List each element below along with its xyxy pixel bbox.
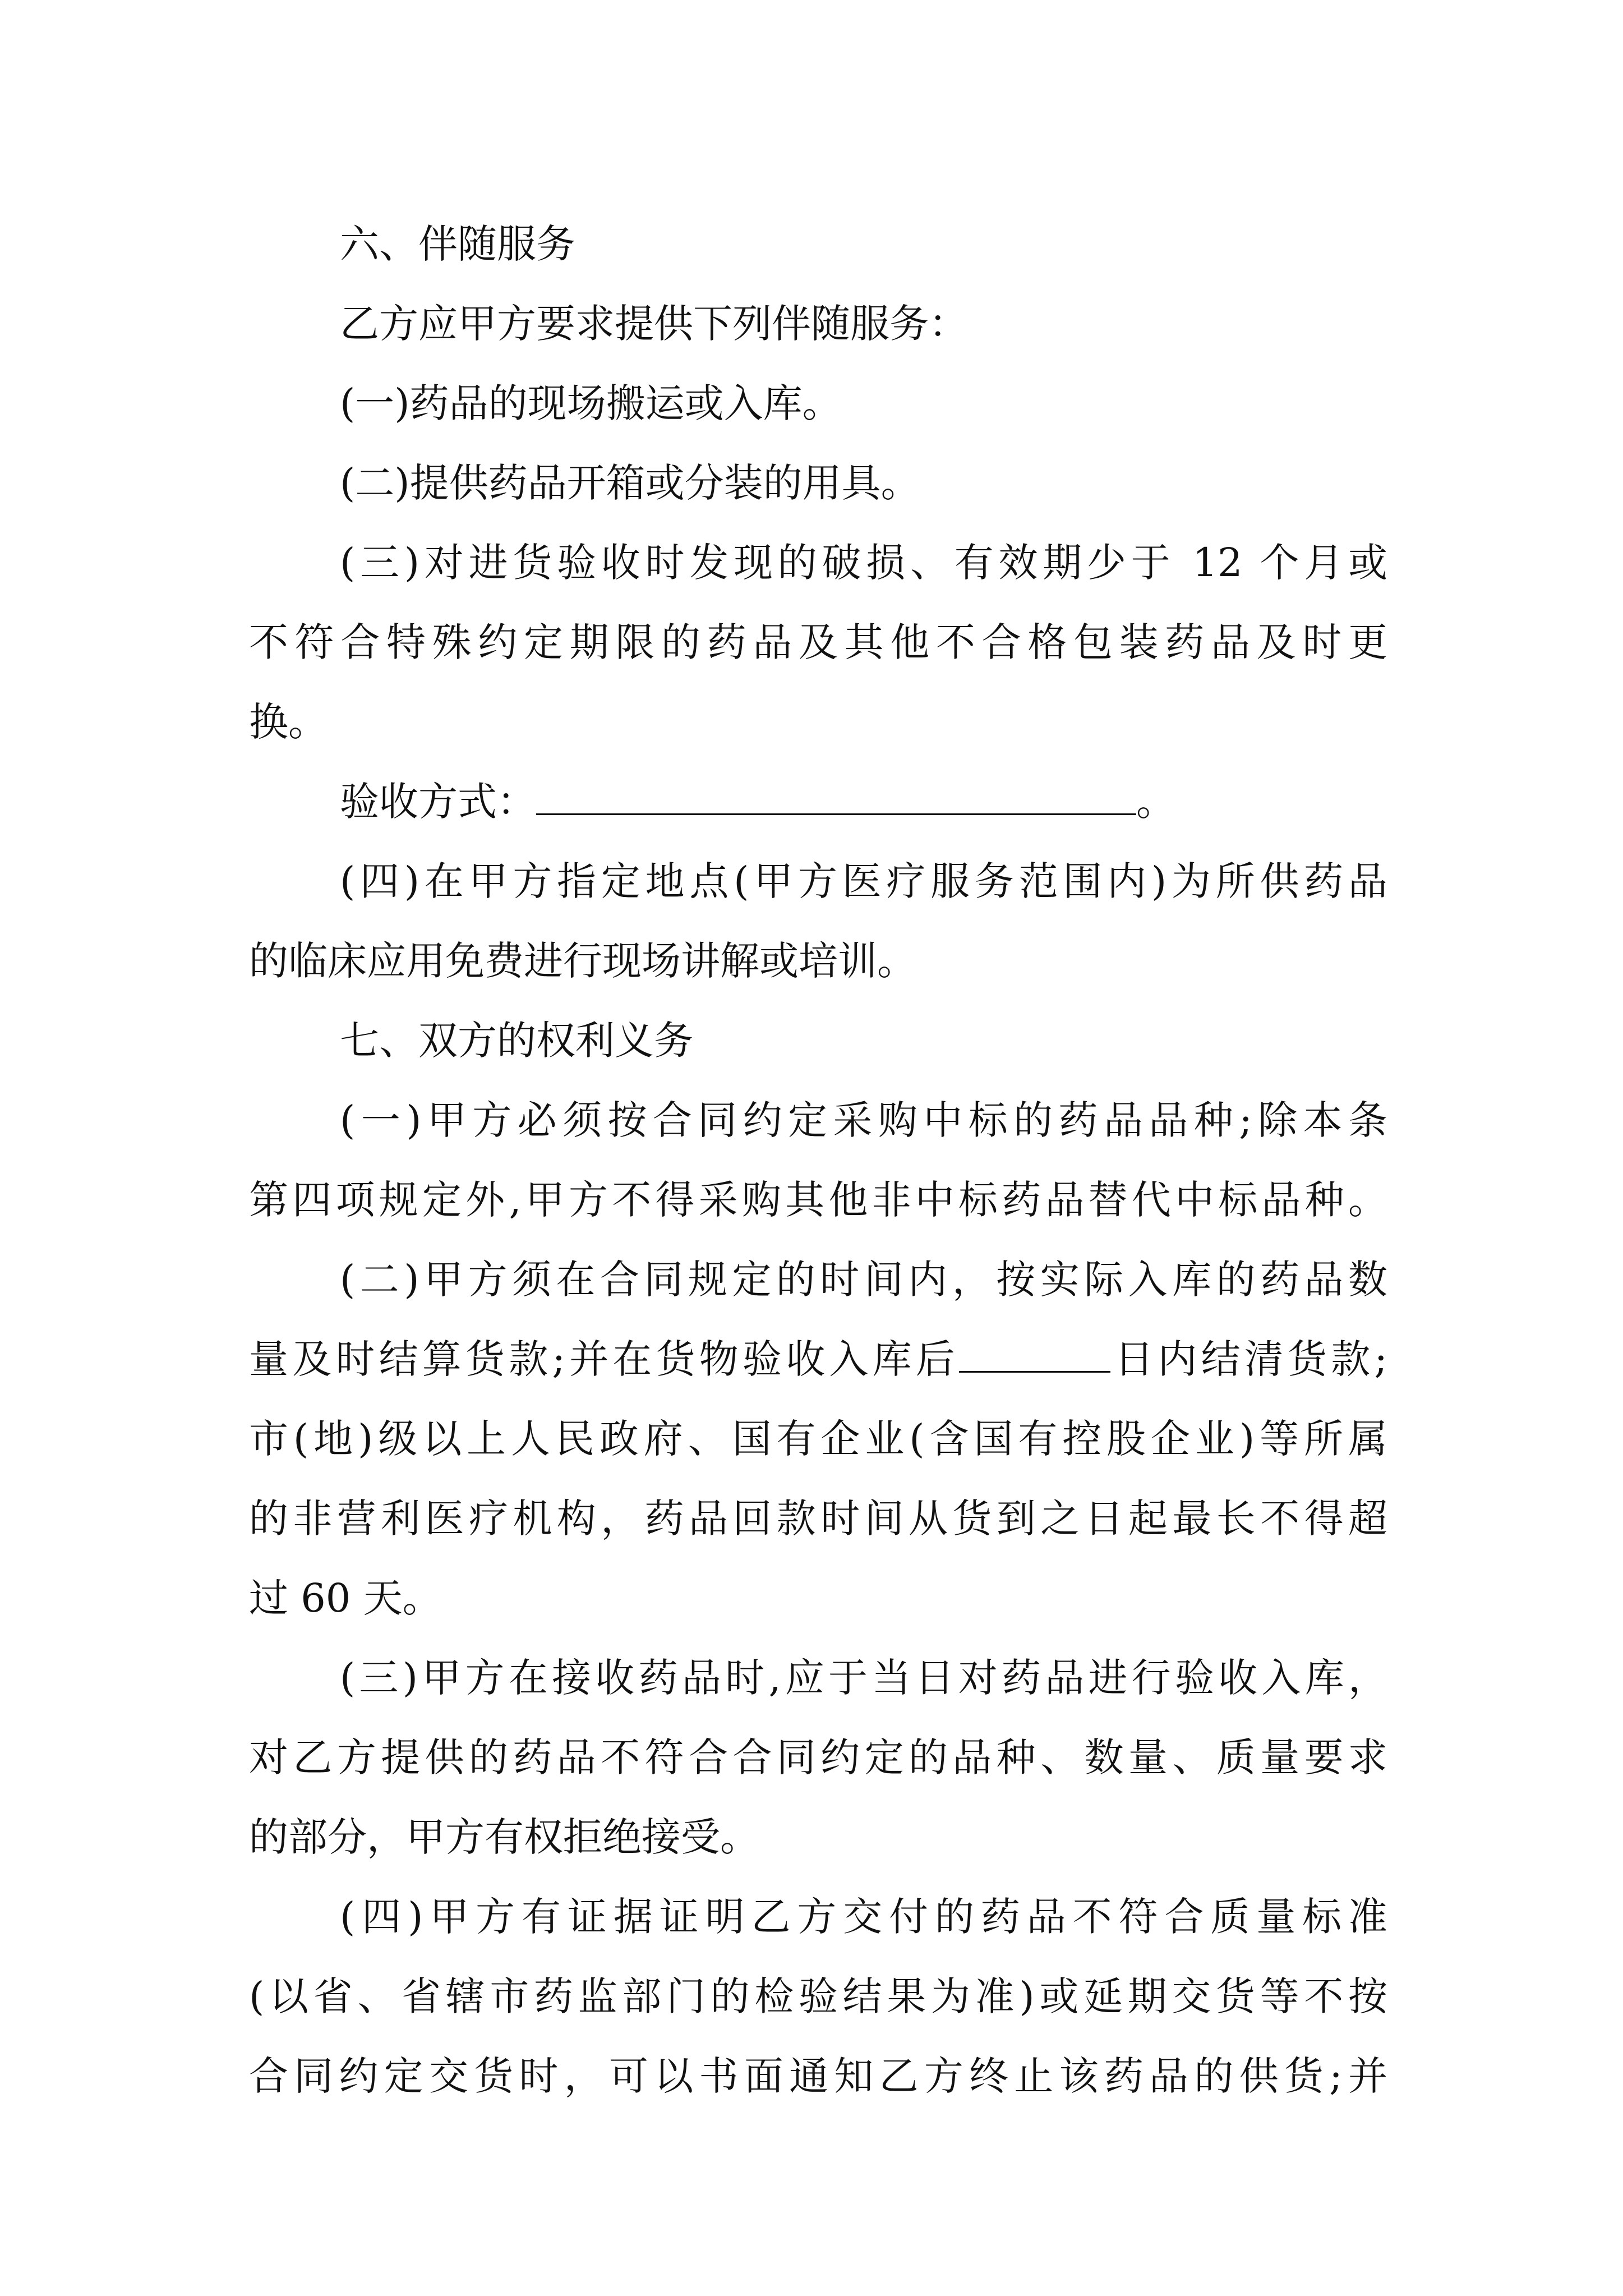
section6-item3-line1: (三)对进货验收时发现的破损、有效期少于 12 个月或 bbox=[340, 540, 1387, 586]
payment-days-blank[interactable] bbox=[959, 1332, 1110, 1373]
section7-item1-line2: 第四项规定外,甲方不得采购其他非中标药品替代中标品种。 bbox=[249, 1177, 1387, 1223]
section7-item3-line1: (三)甲方在接收药品时,应于当日对药品进行验收入库， bbox=[340, 1655, 1387, 1701]
section6-intro: 乙方应甲方要求提供下列伴随服务： bbox=[340, 301, 968, 347]
section7-item2-line5: 过 60 天。 bbox=[249, 1575, 442, 1621]
section7-item3-line2: 对乙方提供的药品不符合合同约定的品种、数量、质量要求 bbox=[249, 1734, 1387, 1780]
section7-item1-line1: (一)甲方必须按合同约定采购中标的药品品种;除本条 bbox=[340, 1097, 1387, 1143]
section7-item2-line2 bbox=[249, 1328, 1387, 1390]
section7-item2-line1: (二)甲方须在合同规定的时间内，按实际入库的药品数 bbox=[340, 1257, 1387, 1303]
section7-item2-line4: 的非营利医疗机构，药品回款时间从货到之日起最长不得超 bbox=[249, 1496, 1387, 1542]
section7-heading: 七、双方的权利义务 bbox=[340, 1018, 693, 1064]
section6-heading: 六、伴随服务 bbox=[340, 221, 575, 267]
section7-item2-line3: 市(地)级以上人民政府、国有企业(含国有控股企业)等所属 bbox=[249, 1416, 1387, 1462]
section7-item4-line1: (四)甲方有证据证明乙方交付的药品不符合质量标准 bbox=[340, 1894, 1387, 1940]
section6-item3-line2: 不符合特殊约定期限的药品及其他不合格包装药品及时更 bbox=[249, 619, 1387, 665]
section7-item3-line3: 的部分，甲方有权拒绝接受。 bbox=[249, 1814, 759, 1860]
acceptance-method-label: 验收方式： bbox=[340, 779, 536, 825]
section7-item4-line2: (以省、省辖市药监部门的检验结果为准)或延期交货等不按 bbox=[249, 1973, 1387, 2019]
acceptance-method-end: 。 bbox=[1136, 779, 1175, 825]
section6-item4-line1: (四)在甲方指定地点(甲方医疗服务范围内)为所供药品 bbox=[340, 858, 1387, 904]
acceptance-method-blank[interactable] bbox=[536, 774, 1136, 815]
section6-item4-line2: 的临床应用免费进行现场讲解或培训。 bbox=[249, 938, 916, 984]
acceptance-method-line bbox=[340, 771, 1387, 832]
section6-item3-line3: 换。 bbox=[249, 699, 328, 745]
section7-item4-line3: 合同约定交货时，可以书面通知乙方终止该药品的供货;并 bbox=[249, 2053, 1387, 2099]
payment-days-prefix: 量及时结算货款;并在货物验收入库后 bbox=[249, 1336, 959, 1382]
section6-item1: (一)药品的现场搬运或入库。 bbox=[340, 380, 842, 426]
section6-item2: (二)提供药品开箱或分装的用具。 bbox=[340, 460, 920, 506]
payment-days-suffix: 日内结清货款; bbox=[1110, 1336, 1387, 1382]
